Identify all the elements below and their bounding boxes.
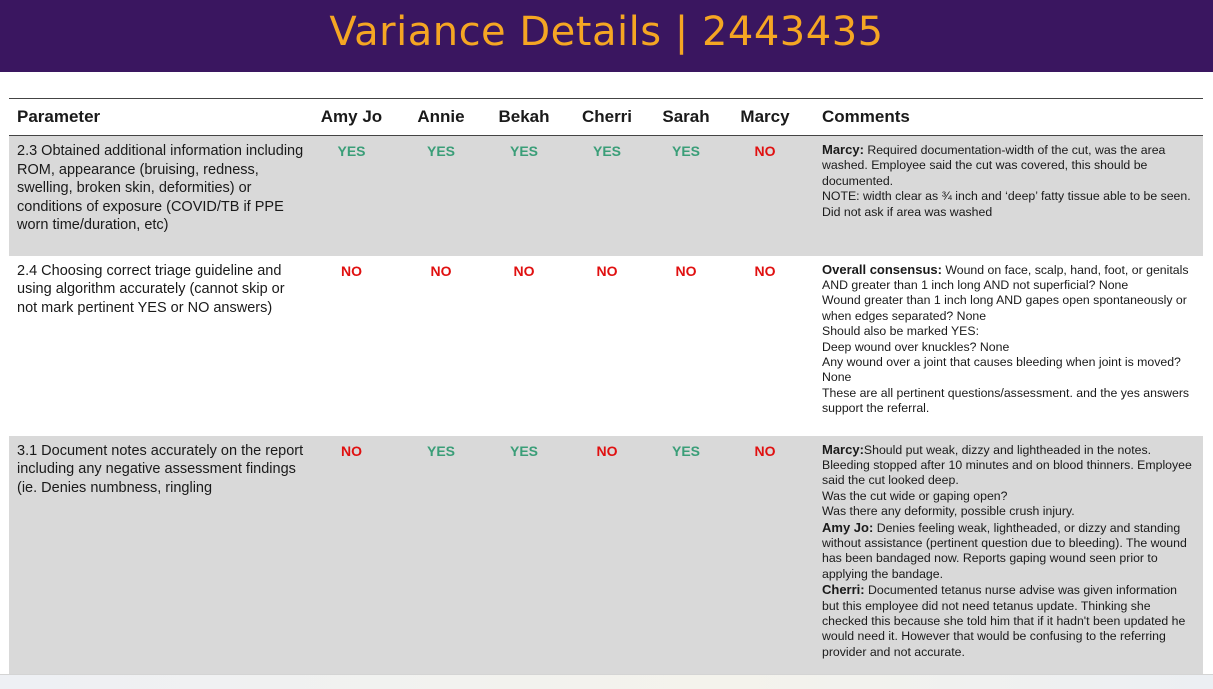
comment-text: Documented tetanus nurse advise was given information but this employee did not need tetanus update. Thinking she checked this because she told him that if it hadn't been updated he would need it. However that would be confusing to the referring provider and not accurate.	[822, 583, 1186, 659]
parameter-cell	[9, 136, 311, 256]
mark-value: NO	[596, 442, 618, 459]
comment-line	[822, 442, 1197, 489]
mark-value: YES	[509, 143, 538, 159]
parameter-text: 2.3 Obtained additional information including ROM, appearance (bruising, redness, swelling, broken skin, deformities) or conditions of exposure (COVID/TB if PPE worn time/duration, etc)	[17, 143, 304, 233]
mark-cell-cherri	[558, 256, 656, 436]
comment-text: Denies feeling weak, lightheaded, or dizzy and standing without assistance (pertinent question due to bleeding). The wound has been bandaged now. Reports gaping wound seen prior to applying the bandage.	[822, 520, 1187, 581]
parameter-text: 2.4 Choosing correct triage guideline and using algorithm accurately (cannot skip or not mark pertinent YES or NO answers)	[17, 262, 285, 316]
comment-author: Marcy:	[822, 441, 864, 457]
mark-cell-bekah	[490, 256, 558, 436]
mark-cell-annie	[392, 436, 490, 674]
comment-line	[822, 293, 1197, 324]
comment-text: NOTE: width clear as ¾ inch and ‘deep’ fatty tissue able to be seen. Did not ask if area was washed	[822, 189, 1191, 219]
comment-text: Should put weak, dizzy and lightheaded in the notes. Bleeding stopped after 10 minutes and on blood thinners. Employee said the cut looked deep.	[822, 442, 1192, 488]
mark-cell-sarah	[656, 436, 716, 674]
mark-value: NO	[341, 262, 362, 279]
comment-line	[822, 324, 1197, 339]
parameter-cell	[9, 436, 311, 674]
comment-line	[822, 355, 1197, 386]
mark-cell-cherri	[558, 136, 656, 256]
col-header-amy-jo: Amy Jo	[311, 99, 392, 136]
comments-cell	[814, 256, 1203, 436]
mark-value: NO	[754, 442, 776, 459]
mark-value: YES	[426, 143, 455, 159]
comment-text: Deep wound over knuckles? None	[822, 339, 1010, 354]
col-header-annie: Annie	[392, 99, 490, 136]
comment-author: Cherri:	[822, 582, 865, 598]
mark-value: NO	[754, 143, 776, 159]
mark-value: NO	[341, 442, 362, 459]
comment-text: Was there any deformity, possible crush injury.	[822, 504, 1075, 519]
comment-line	[822, 520, 1197, 583]
col-header-comments: Comments	[814, 99, 1203, 136]
mark-cell-amy-jo	[311, 136, 392, 256]
mark-value: YES	[337, 143, 366, 159]
comment-text: Any wound over a joint that causes bleeding when joint is moved? None	[822, 354, 1181, 385]
mark-value: YES	[426, 442, 455, 459]
table-row	[9, 256, 1203, 436]
mark-cell-marcy	[716, 256, 814, 436]
mark-cell-cherri	[558, 436, 656, 674]
mark-cell-marcy	[716, 436, 814, 674]
parameter-text: 3.1 Document notes accurately on the report including any negative assessment findings (ie. Denies numbness, ringling	[17, 442, 304, 496]
table-row	[9, 436, 1203, 674]
comment-text: Wound greater than 1 inch long AND gapes open spontaneously or when edges separated? None	[822, 293, 1187, 323]
mark-cell-amy-jo	[311, 436, 392, 674]
col-header-sarah: Sarah	[656, 99, 716, 136]
comment-text: Should also be marked YES:	[822, 324, 979, 339]
mark-value: NO	[675, 262, 697, 279]
comment-line	[822, 340, 1197, 355]
table-row	[9, 136, 1203, 256]
comment-line	[822, 582, 1197, 660]
mark-cell-sarah	[656, 256, 716, 436]
comment-line	[822, 142, 1197, 189]
parameter-cell	[9, 256, 311, 436]
comment-line	[822, 262, 1197, 294]
col-header-bekah: Bekah	[490, 99, 558, 136]
window-bottom-strip	[0, 674, 1213, 689]
page-title: Variance Details | 2443435	[329, 9, 884, 55]
comments-cell	[814, 436, 1203, 674]
mark-value: NO	[596, 262, 618, 279]
mark-value: NO	[430, 262, 452, 279]
col-header-marcy: Marcy	[716, 99, 814, 136]
mark-cell-bekah	[490, 436, 558, 674]
header-banner	[0, 0, 1213, 72]
comment-text: Was the cut wide or gaping open?	[822, 488, 1008, 503]
mark-cell-amy-jo	[311, 256, 392, 436]
col-header-cherri: Cherri	[558, 99, 656, 136]
mark-value: YES	[671, 143, 700, 159]
mark-value: YES	[509, 442, 538, 459]
mark-cell-annie	[392, 256, 490, 436]
mark-value: YES	[671, 442, 700, 459]
header-row	[9, 99, 1203, 136]
mark-cell-marcy	[716, 136, 814, 256]
mark-value: YES	[592, 143, 621, 159]
comment-author: Marcy:	[822, 142, 864, 157]
mark-value: NO	[513, 262, 535, 279]
comment-line	[822, 489, 1197, 504]
comment-author: Overall consensus:	[822, 261, 942, 277]
col-header-parameter: Parameter	[9, 99, 311, 136]
comment-line	[822, 386, 1197, 417]
comment-author: Amy Jo:	[822, 519, 874, 535]
comment-text: Wound on face, scalp, hand, foot, or genitals AND greater than 1 inch long AND not superficial? None	[822, 262, 1189, 292]
comment-text: Required documentation-width of the cut, was the area washed. Employee said the cut was covered, this should be documented.	[822, 143, 1166, 188]
variance-table	[9, 98, 1203, 674]
mark-cell-annie	[392, 136, 490, 256]
comment-line	[822, 189, 1197, 220]
mark-cell-sarah	[656, 136, 716, 256]
mark-value: NO	[754, 262, 776, 279]
comment-text: These are all pertinent questions/assessment. and the yes answers support the referral.	[822, 385, 1190, 416]
comments-cell	[814, 136, 1203, 256]
comment-line	[822, 504, 1197, 519]
mark-cell-bekah	[490, 136, 558, 256]
